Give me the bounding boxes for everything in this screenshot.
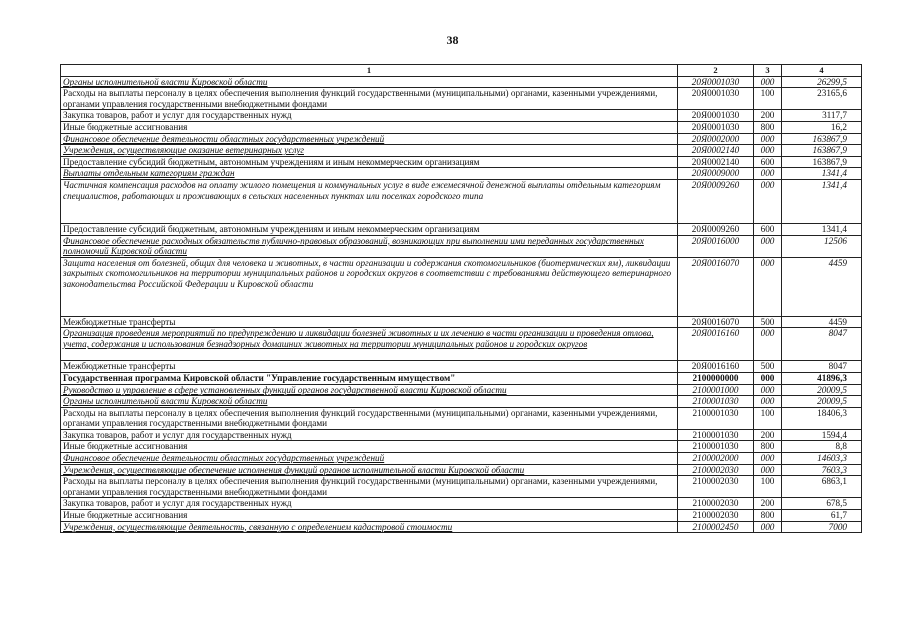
row-code: 2100001030 xyxy=(678,429,754,441)
row-name: Защита населения от болезней, общих для человека и животных, в части организации и содержания скотомогильников (биотермических ям), ликвидации закрытых скотомогильников на территории муниципальных районов и городских округов в соответствии с требованиями действующего ветеринарного законодательства Российской Федерации и Кировской области xyxy=(61,257,678,316)
table-row xyxy=(61,110,862,122)
row-amount: 20009,5 xyxy=(782,396,862,408)
table-row xyxy=(61,76,862,88)
row-expense-type: 800 xyxy=(754,510,782,522)
row-name: Расходы на выплаты персоналу в целях обеспечения выполнения функций государственными (муниципальными) органами, казенными учреждениями, органами управления государственными внебюджетными фондами xyxy=(61,88,678,110)
row-name: Расходы на выплаты персоналу в целях обеспечения выполнения функций государственными (муниципальными) органами, казенными учреждениями, органами управления государственными внебюджетными фондами xyxy=(61,407,678,429)
row-amount: 8047 xyxy=(782,328,862,361)
table-row xyxy=(61,223,862,235)
row-expense-type: 100 xyxy=(754,407,782,429)
table-row xyxy=(61,235,862,257)
row-expense-type: 000 xyxy=(754,396,782,408)
row-code: 20Я0009260 xyxy=(678,223,754,235)
table-row xyxy=(61,441,862,453)
row-expense-type: 000 xyxy=(754,521,782,533)
row-code: 2100002030 xyxy=(678,498,754,510)
row-code: 20Я0016160 xyxy=(678,361,754,373)
row-name: Частичная компенсация расходов на оплату жилого помещения и коммунальных услуг в виде ежемесячной денежной выплаты отдельным категориям специалистов, работающих и проживающих в сельских населенных пунктах или поселках городского типа xyxy=(61,179,678,223)
row-expense-type: 000 xyxy=(754,168,782,180)
row-code: 20Я0016070 xyxy=(678,316,754,328)
row-expense-type: 200 xyxy=(754,498,782,510)
row-code: 2100001030 xyxy=(678,441,754,453)
row-amount: 12506 xyxy=(782,235,862,257)
table-header-row xyxy=(61,65,862,77)
row-amount: 678,5 xyxy=(782,498,862,510)
row-amount: 163867,9 xyxy=(782,145,862,157)
budget-table-body xyxy=(61,65,862,533)
table-row xyxy=(61,168,862,180)
row-amount: 26299,5 xyxy=(782,76,862,88)
row-expense-type: 000 xyxy=(754,179,782,223)
row-code: 2100001000 xyxy=(678,384,754,396)
table-row xyxy=(61,407,862,429)
column-header-2: 2 xyxy=(678,65,754,77)
row-expense-type: 000 xyxy=(754,372,782,384)
row-amount: 41896,3 xyxy=(782,372,862,384)
table-row xyxy=(61,156,862,168)
row-amount: 1594,4 xyxy=(782,429,862,441)
row-expense-type: 600 xyxy=(754,223,782,235)
row-expense-type: 200 xyxy=(754,429,782,441)
column-header-3: 3 xyxy=(754,65,782,77)
row-code: 2100001030 xyxy=(678,396,754,408)
row-amount: 6863,1 xyxy=(782,476,862,498)
row-name: Закупка товаров, работ и услуг для государственных нужд xyxy=(61,110,678,122)
row-code: 20Я0002140 xyxy=(678,156,754,168)
row-name: Межбюджетные трансферты xyxy=(61,316,678,328)
row-expense-type: 000 xyxy=(754,384,782,396)
row-name: Организация проведения мероприятий по предупреждению и ликвидации болезней животных и их лечению в части организации и проведения отлова, учета, содержания и использования безнадзорных домашних животных на территории муниципальных районов и городских округов xyxy=(61,328,678,361)
row-expense-type: 600 xyxy=(754,156,782,168)
row-expense-type: 000 xyxy=(754,133,782,145)
row-name: Руководство и управление в сфере установленных функций органов государственной власти Кировской области xyxy=(61,384,678,396)
row-name: Расходы на выплаты персоналу в целях обеспечения выполнения функций государственными (муниципальными) органами, казенными учреждениями, органами управления государственными внебюджетными фондами xyxy=(61,476,678,498)
row-code: 2100002000 xyxy=(678,453,754,465)
table-row xyxy=(61,133,862,145)
row-code: 20Я0001030 xyxy=(678,121,754,133)
row-expense-type: 000 xyxy=(754,76,782,88)
row-code: 2100002030 xyxy=(678,510,754,522)
row-amount: 1341,4 xyxy=(782,179,862,223)
row-name: Учреждения, осуществляющие оказание ветеринарных услуг xyxy=(61,145,678,157)
budget-table xyxy=(60,64,862,533)
row-code: 20Я0009260 xyxy=(678,179,754,223)
row-name: Органы исполнительной власти Кировской области xyxy=(61,396,678,408)
table-row xyxy=(61,521,862,533)
table-row xyxy=(61,396,862,408)
table-row xyxy=(61,328,862,361)
row-code: 20Я0016000 xyxy=(678,235,754,257)
table-row xyxy=(61,372,862,384)
row-name: Закупка товаров, работ и услуг для государственных нужд xyxy=(61,498,678,510)
row-amount: 7000 xyxy=(782,521,862,533)
row-code: 20Я0016160 xyxy=(678,328,754,361)
row-code: 2100002030 xyxy=(678,464,754,476)
row-amount: 8047 xyxy=(782,361,862,373)
row-code: 20Я0016070 xyxy=(678,257,754,316)
row-name: Учреждения, осуществляющие деятельность, связанную с определением кадастровой стоимости xyxy=(61,521,678,533)
table-row xyxy=(61,88,862,110)
table-row xyxy=(61,179,862,223)
table-row xyxy=(61,316,862,328)
row-expense-type: 500 xyxy=(754,316,782,328)
table-row xyxy=(61,476,862,498)
row-expense-type: 000 xyxy=(754,328,782,361)
row-amount: 7603,3 xyxy=(782,464,862,476)
row-amount: 18406,3 xyxy=(782,407,862,429)
row-name: Органы исполнительной власти Кировской области xyxy=(61,76,678,88)
row-amount: 1341,4 xyxy=(782,223,862,235)
row-name: Иные бюджетные ассигнования xyxy=(61,441,678,453)
column-header-4: 4 xyxy=(782,65,862,77)
row-name: Закупка товаров, работ и услуг для государственных нужд xyxy=(61,429,678,441)
table-row xyxy=(61,145,862,157)
row-code: 2100001030 xyxy=(678,407,754,429)
row-code: 20Я0001030 xyxy=(678,88,754,110)
row-name: Финансовое обеспечение деятельности областных государственных учреждений xyxy=(61,133,678,145)
row-expense-type: 000 xyxy=(754,453,782,465)
row-amount: 14603,3 xyxy=(782,453,862,465)
row-expense-type: 100 xyxy=(754,88,782,110)
table-row xyxy=(61,510,862,522)
table-row xyxy=(61,498,862,510)
row-name: Иные бюджетные ассигнования xyxy=(61,121,678,133)
row-code: 2100002030 xyxy=(678,476,754,498)
table-row xyxy=(61,429,862,441)
page-number: 38 xyxy=(446,33,459,47)
row-amount: 20009,5 xyxy=(782,384,862,396)
column-header-1: 1 xyxy=(61,65,678,77)
table-row xyxy=(61,257,862,316)
row-amount: 4459 xyxy=(782,316,862,328)
row-expense-type: 800 xyxy=(754,121,782,133)
row-amount: 61,7 xyxy=(782,510,862,522)
row-name: Государственная программа Кировской области "Управление государственным имуществом" xyxy=(61,372,678,384)
row-expense-type: 000 xyxy=(754,257,782,316)
table-row xyxy=(61,361,862,373)
row-name: Учреждения, осуществляющие обеспечение исполнения функций органов исполнительной власти Кировской области xyxy=(61,464,678,476)
row-name: Предоставление субсидий бюджетным, автономным учреждениям и иным некоммерческим организациям xyxy=(61,156,678,168)
row-expense-type: 000 xyxy=(754,235,782,257)
row-amount: 8,8 xyxy=(782,441,862,453)
row-code: 20Я0002140 xyxy=(678,145,754,157)
row-amount: 163867,9 xyxy=(782,133,862,145)
row-expense-type: 100 xyxy=(754,476,782,498)
row-name: Иные бюджетные ассигнования xyxy=(61,510,678,522)
row-amount: 4459 xyxy=(782,257,862,316)
row-code: 20Я0001030 xyxy=(678,110,754,122)
row-expense-type: 000 xyxy=(754,145,782,157)
table-row xyxy=(61,453,862,465)
row-expense-type: 500 xyxy=(754,361,782,373)
row-amount: 3117,7 xyxy=(782,110,862,122)
row-code: 20Я0001030 xyxy=(678,76,754,88)
row-name: Финансовое обеспечение деятельности областных государственных учреждений xyxy=(61,453,678,465)
row-expense-type: 200 xyxy=(754,110,782,122)
row-code: 2100002450 xyxy=(678,521,754,533)
row-name: Предоставление субсидий бюджетным, автономным учреждениям и иным некоммерческим организациям xyxy=(61,223,678,235)
row-name: Выплаты отдельным категориям граждан xyxy=(61,168,678,180)
row-name: Межбюджетные трансферты xyxy=(61,361,678,373)
row-amount: 23165,6 xyxy=(782,88,862,110)
row-code: 2100000000 xyxy=(678,372,754,384)
row-amount: 16,2 xyxy=(782,121,862,133)
row-amount: 1341,4 xyxy=(782,168,862,180)
row-code: 20Я0002000 xyxy=(678,133,754,145)
row-amount: 163867,9 xyxy=(782,156,862,168)
table-row xyxy=(61,121,862,133)
table-row xyxy=(61,384,862,396)
row-expense-type: 800 xyxy=(754,441,782,453)
row-code: 20Я0009000 xyxy=(678,168,754,180)
row-expense-type: 000 xyxy=(754,464,782,476)
row-name: Финансовое обеспечение расходных обязательств публично-правовых образований, возникающих при выполнении ими переданных государственных полномочий Кировской области xyxy=(61,235,678,257)
table-row xyxy=(61,464,862,476)
